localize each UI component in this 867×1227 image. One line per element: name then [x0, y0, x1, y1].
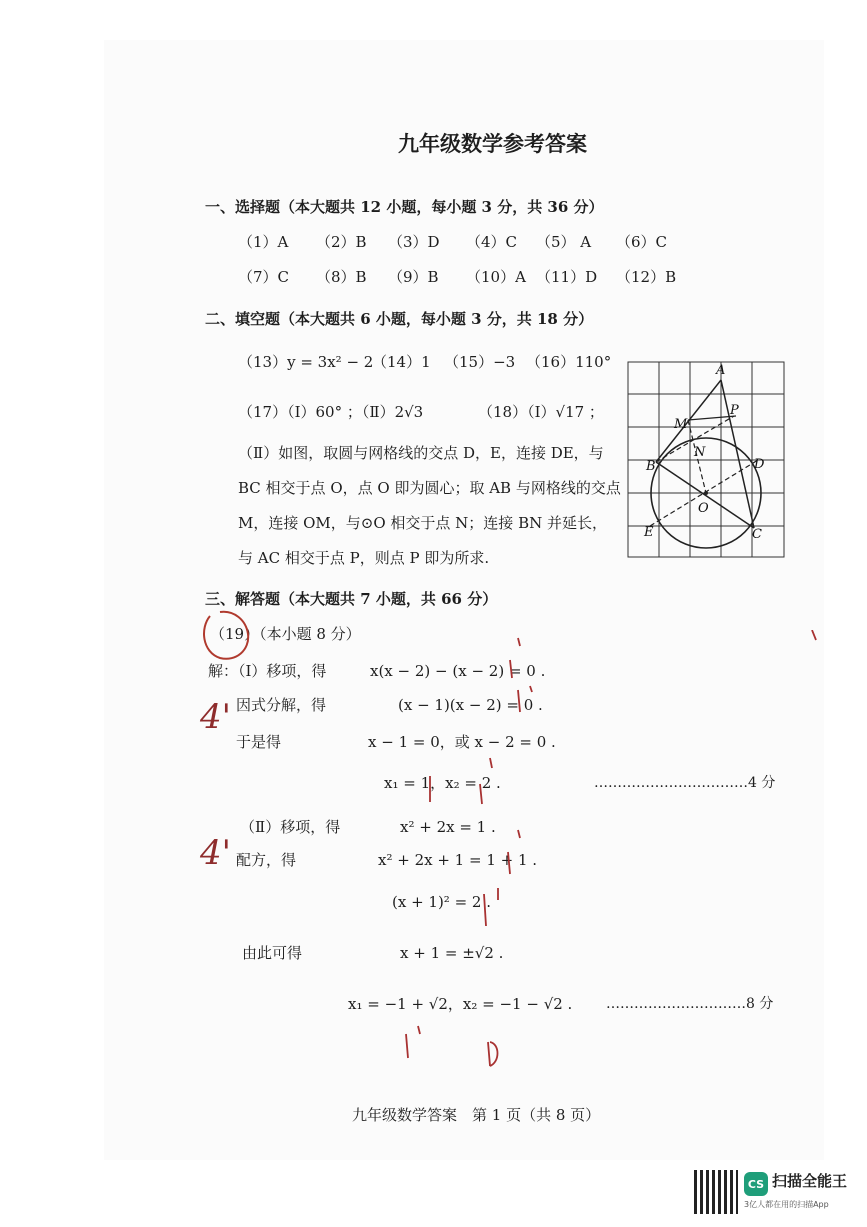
choice-answer: （3）D: [388, 233, 440, 251]
section2-heading: 二、填空题（本大题共 6 小题，每小题 3 分，共 18 分）: [205, 310, 594, 328]
part2-eq1: x² + 2x = 1 .: [400, 818, 496, 836]
fill-answer-16: （16）110°: [526, 353, 612, 371]
brand-name: 扫描全能王: [772, 1172, 848, 1190]
fill-answer-18-line: （Ⅱ）如图，取圆与网格线的交点 D，E，连接 DE，与: [238, 444, 604, 462]
part1-step3-label: 于是得: [236, 733, 282, 751]
part1-step1-label: 解：（Ⅰ）移项，得: [208, 662, 327, 680]
label-m: M: [674, 417, 688, 432]
part2-eq4: x + 1 = ±√2 .: [400, 944, 504, 962]
label-a: A: [716, 363, 726, 378]
handwritten-score-1: 4': [200, 697, 231, 737]
part1-score: ……………………………4 分: [594, 775, 776, 791]
choice-answer: （12）B: [616, 268, 677, 286]
label-o: O: [698, 501, 709, 516]
label-c: C: [752, 527, 762, 542]
part1-step2-label: 因式分解，得: [236, 696, 327, 714]
label-b: B: [646, 459, 656, 474]
fill-answer-14: （14）1: [372, 353, 431, 371]
choice-answer: （10）A: [466, 268, 526, 286]
choice-answer: （8）B: [316, 268, 367, 286]
label-p: P: [730, 403, 739, 418]
part1-eq2: (x − 1)(x − 2) = 0 .: [398, 696, 543, 714]
part2-eq2: x² + 2x + 1 = 1 + 1 .: [378, 851, 538, 869]
fill-answer-18-line: M，连接 OM，与⊙O 相交于点 N；连接 BN 并延长，: [238, 514, 607, 532]
section1-heading: 一、选择题（本大题共 12 小题，每小题 3 分，共 36 分）: [205, 198, 604, 216]
label-n: N: [694, 445, 706, 460]
choice-answer: （9）B: [388, 268, 439, 286]
brand-tagline: 3亿人都在用的扫描App: [744, 1200, 829, 1209]
handwritten-check-marks: [400, 630, 820, 1070]
fill-answer-18-line: 与 AC 相交于点 P，则点 P 即为所求.: [238, 549, 490, 567]
section3-heading: 三、解答题（本大题共 7 小题，共 66 分）: [205, 590, 498, 608]
fill-answer-13: （13）y = 3x² − 2: [238, 353, 374, 371]
part2-step4-label: 由此可得: [242, 944, 303, 962]
question19-title: （19）（本小题 8 分）: [210, 625, 361, 643]
qr-code-image: [694, 1170, 738, 1214]
choice-answer: （2）B: [316, 233, 367, 251]
part1-eq4: x₁ = 1，x₂ = 2 .: [384, 774, 501, 792]
handwritten-score-2: 4': [200, 833, 231, 873]
label-d: D: [754, 457, 765, 472]
choice-answer: （7）C: [238, 268, 290, 286]
choice-answer: （5） A: [536, 233, 592, 251]
part2-eq5: x₁ = −1 + √2，x₂ = −1 − √2 .: [348, 995, 573, 1013]
fill-answer-17: （17）（Ⅰ）60° ；（Ⅱ）2√3: [238, 403, 424, 421]
choice-answer: （6）C: [616, 233, 668, 251]
part2-score: …………………………8 分: [606, 996, 774, 1012]
part1-eq1: x(x − 2) − (x − 2) = 0 .: [370, 662, 546, 680]
part2-step2-label: 配方，得: [236, 851, 297, 869]
page-title: 九年级数学参考答案: [398, 131, 587, 156]
point-o: [704, 491, 708, 495]
grid-circle-figure: [626, 360, 786, 560]
label-e: E: [644, 525, 654, 540]
choice-answer: （11）D: [536, 268, 598, 286]
brand-logo-icon: CS: [744, 1172, 768, 1196]
part1-eq3: x − 1 = 0，或 x − 2 = 0 .: [368, 733, 556, 751]
part2-step1-label: （Ⅱ）移项，得: [240, 818, 341, 836]
page-footer: 九年级数学答案 第 1 页（共 8 页）: [352, 1106, 601, 1124]
fill-answer-18-line: BC 相交于点 O，点 O 即为圆心；取 AB 与网格线的交点: [238, 479, 621, 497]
fill-answer-15: （15）−3: [444, 353, 516, 371]
fill-answer-18-part1: （18）（Ⅰ）√17 ；: [478, 403, 604, 421]
circled-question-mark: [196, 606, 276, 666]
choice-answer: （1）A: [238, 233, 289, 251]
choice-answer: （4）C: [466, 233, 518, 251]
part2-eq3: (x + 1)² = 2 .: [392, 893, 492, 911]
